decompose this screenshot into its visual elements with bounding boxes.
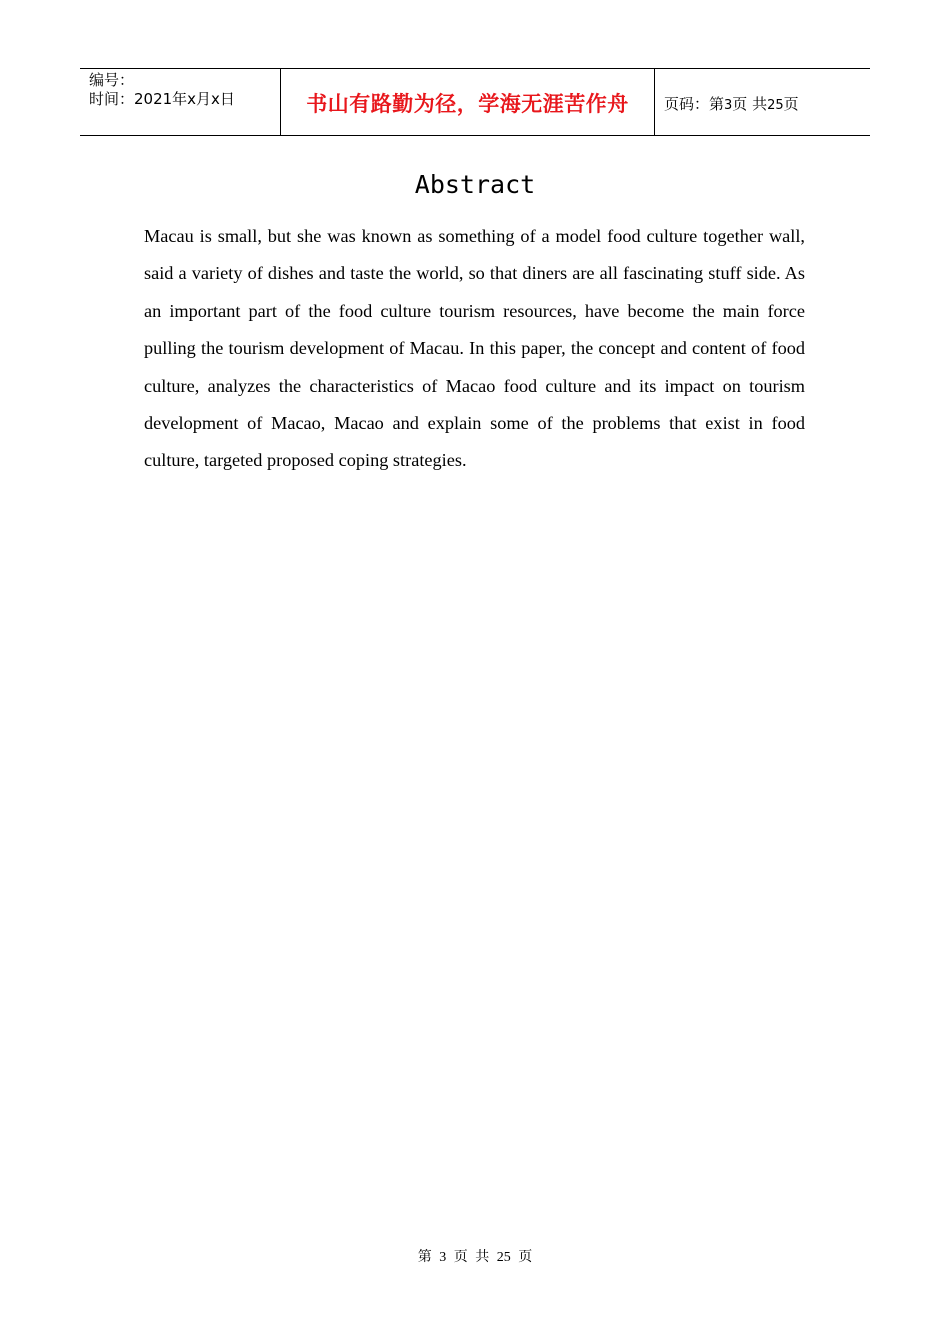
page-middle: 页 共 bbox=[732, 94, 768, 113]
page-footer: 第 3 页 共 25 页 bbox=[417, 1250, 533, 1265]
header-page-info bbox=[664, 93, 799, 114]
page-prefix: 页码：第 bbox=[664, 94, 725, 113]
document-number-label: 编号： bbox=[89, 71, 135, 89]
header-table bbox=[80, 68, 870, 136]
abstract-title: Abstract bbox=[414, 170, 536, 199]
header-meta-cell bbox=[80, 69, 281, 135]
page-current: 3 bbox=[724, 97, 733, 113]
document-date-label: 时间：2021年x月x日 bbox=[89, 90, 235, 108]
header-motto: 书山有路勤为径，学海无涯苦作舟 bbox=[306, 92, 629, 116]
page-total: 25 bbox=[767, 97, 784, 113]
abstract-body: Macau is small, but she was known as something of a model food culture together wall, said a variety of dishes and taste the world, so that diners are all fascinating stuff side. As an important part of the food culture tourism resources, have become the main force pulling the tourism development of Macau. In this paper, the concept and content of food culture, analyzes the characteristics of Macao food culture and its impact on tourism development of Macao, Macao and explain some of the problems that exist in food culture, targeted proposed coping strategies. bbox=[144, 226, 805, 471]
header-motto-cell bbox=[281, 69, 655, 135]
header-page-cell bbox=[655, 69, 870, 135]
page-suffix: 页 bbox=[783, 94, 799, 113]
